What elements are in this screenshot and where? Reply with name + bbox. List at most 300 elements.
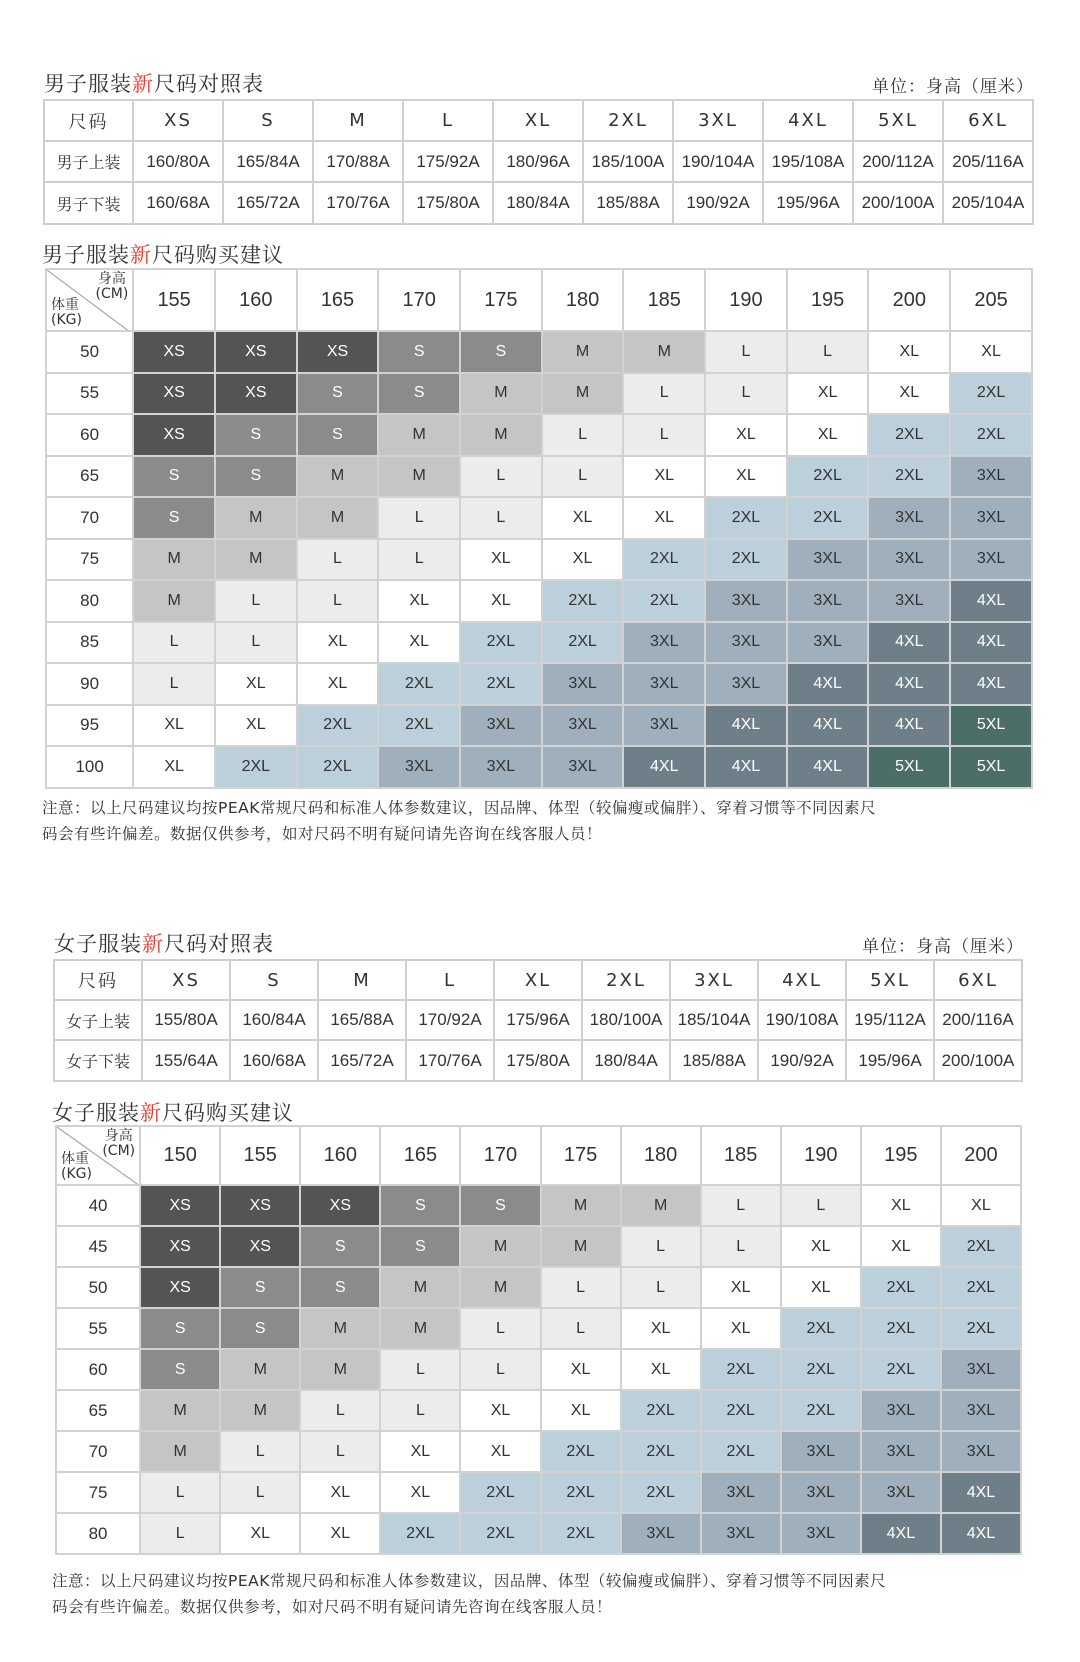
men-size-suggestion-cell: 2XL — [787, 456, 869, 498]
women-size-suggestion-cell: 3XL — [781, 1431, 861, 1472]
women-size-cell: 155/80A — [142, 1000, 230, 1040]
men-size-suggestion-cell: S — [460, 331, 542, 373]
women-size-cell: 155/64A — [142, 1040, 230, 1081]
men-size-cell: 190/92A — [673, 182, 763, 224]
men-size-suggestion-cell: XL — [950, 331, 1032, 373]
women-size-suggestion-cell: 3XL — [861, 1472, 941, 1513]
men-size-suggestion-cell: L — [542, 414, 624, 456]
men-size-suggestion-cell: 2XL — [787, 497, 869, 539]
women-size-suggestion-cell: M — [380, 1308, 460, 1349]
men-weight-65: 65 — [46, 456, 133, 498]
men-size-suggestion-cell: 2XL — [297, 705, 379, 747]
women-height-150: 150 — [140, 1126, 220, 1185]
women-weight-60: 60 — [56, 1349, 140, 1390]
men-weight-85: 85 — [46, 622, 133, 664]
men-height-205: 205 — [950, 269, 1032, 331]
women-size-suggestion-cell: M — [541, 1185, 621, 1226]
women-size-suggestion-cell: M — [220, 1349, 300, 1390]
men-size-suggestion-cell: 4XL — [623, 746, 705, 788]
women-size-suggestion-cell: 3XL — [781, 1472, 861, 1513]
men-size-chart-title: 男子服装新尺码对照表 — [44, 72, 264, 96]
men-weight-50: 50 — [46, 331, 133, 373]
men-size-suggestion-cell: XL — [623, 456, 705, 498]
men-size-suggestion-cell: 3XL — [868, 539, 950, 581]
women-size-suggestion-cell: 3XL — [621, 1513, 701, 1554]
men-weight-row — [46, 622, 1032, 664]
women-size-suggestion-cell: 2XL — [541, 1431, 621, 1472]
women-size-suggestion-cell: 3XL — [941, 1390, 1021, 1431]
men-size-suggestion-cell: XL — [460, 580, 542, 622]
men-size-suggestion-cell: 3XL — [378, 746, 460, 788]
men-size-suggestion-cell: 3XL — [787, 622, 869, 664]
men-size-suggestion-cell: L — [623, 414, 705, 456]
women-weight-80: 80 — [56, 1513, 140, 1554]
men-size-header-XS: XS — [133, 100, 223, 141]
men-size-suggestion-cell: 3XL — [950, 539, 1032, 581]
men-size-suggestion-cell: 3XL — [950, 456, 1032, 498]
men-size-suggestion-cell: L — [378, 497, 460, 539]
men-size-suggestion-cell: XL — [133, 746, 215, 788]
women-size-header-label: 尺码 — [54, 960, 142, 1000]
men-size-suggestion-cell: XS — [133, 414, 215, 456]
men-rec-title: 男子服装新尺码购买建议 — [42, 243, 284, 267]
women-size-suggestion-cell: 2XL — [781, 1390, 861, 1431]
women-size-suggestion-cell: 3XL — [941, 1349, 1021, 1390]
men-size-suggestion-cell: XL — [378, 580, 460, 622]
women-size-suggestion-cell: 2XL — [541, 1513, 621, 1554]
women-size-suggestion-cell: 3XL — [861, 1390, 941, 1431]
women-size-header-S: S — [230, 960, 318, 1000]
men-height-190: 190 — [705, 269, 787, 331]
men-size-suggestion-cell: L — [133, 663, 215, 705]
men-size-cell: 195/96A — [763, 182, 853, 224]
women-size-suggestion-cell: S — [300, 1267, 380, 1308]
women-size-suggestion-cell: M — [140, 1431, 220, 1472]
women-size-suggestion-cell: L — [781, 1185, 861, 1226]
men-size-header-L: L — [403, 100, 493, 141]
women-size-cell: 170/76A — [406, 1040, 494, 1081]
men-size-suggestion-cell: 3XL — [705, 580, 787, 622]
men-height-header-row — [46, 269, 1032, 331]
women-size-cell: 180/84A — [582, 1040, 670, 1081]
women-size-cell: 190/92A — [758, 1040, 846, 1081]
women-size-suggestion-cell: 2XL — [941, 1308, 1021, 1349]
men-size-cell: 200/100A — [853, 182, 943, 224]
men-height-200: 200 — [868, 269, 950, 331]
men-height-180: 180 — [542, 269, 624, 331]
men-size-suggestion-cell: XL — [868, 373, 950, 415]
women-size-suggestion-cell: M — [460, 1267, 540, 1308]
men-size-cell: 170/88A — [313, 141, 403, 182]
women-size-cell: 160/68A — [230, 1040, 318, 1081]
men-size-suggestion-cell: 3XL — [623, 705, 705, 747]
women-size-suggestion-cell: 3XL — [781, 1513, 861, 1554]
women-size-suggestion-cell: XL — [781, 1226, 861, 1267]
women-size-suggestion-cell: 2XL — [541, 1472, 621, 1513]
men-size-suggestion-cell: XL — [215, 705, 297, 747]
women-size-row-label: 女子上装 — [54, 1000, 142, 1040]
women-size-suggestion-cell: XL — [861, 1226, 941, 1267]
men-size-suggestion-cell: 5XL — [950, 746, 1032, 788]
men-unit-label: 单位：身高（厘米） — [872, 77, 1034, 97]
men-size-header-3XL: 3XL — [673, 100, 763, 141]
women-size-suggestion-cell: L — [701, 1185, 781, 1226]
women-size-cell: 170/92A — [406, 1000, 494, 1040]
women-size-suggestion-cell: 2XL — [781, 1308, 861, 1349]
women-weight-45: 45 — [56, 1226, 140, 1267]
men-size-suggestion-cell: L — [297, 539, 379, 581]
men-corner-cell — [46, 269, 133, 331]
women-size-cell: 165/88A — [318, 1000, 406, 1040]
men-size-table — [43, 99, 1034, 225]
women-size-suggestion-cell: M — [300, 1308, 380, 1349]
women-size-suggestion-cell: L — [140, 1513, 220, 1554]
men-size-suggestion-cell: M — [215, 497, 297, 539]
women-size-suggestion-cell: 2XL — [701, 1349, 781, 1390]
men-size-cell: 200/112A — [853, 141, 943, 182]
women-size-suggestion-cell: 3XL — [861, 1431, 941, 1472]
women-rec-title: 女子服装新尺码购买建议 — [52, 1101, 294, 1125]
women-weight-row — [56, 1185, 1021, 1226]
women-size-suggestion-cell: 2XL — [941, 1267, 1021, 1308]
men-size-suggestion-cell: 4XL — [787, 705, 869, 747]
men-size-suggestion-cell: 3XL — [623, 663, 705, 705]
women-size-suggestion-cell: 4XL — [861, 1513, 941, 1554]
women-corner-cell — [56, 1126, 140, 1185]
men-size-suggestion-cell: S — [378, 373, 460, 415]
men-size-suggestion-cell: 3XL — [787, 539, 869, 581]
women-size-suggestion-cell: 2XL — [621, 1472, 701, 1513]
women-weight-row — [56, 1226, 1021, 1267]
women-size-suggestion-cell: XL — [701, 1308, 781, 1349]
women-weight-55: 55 — [56, 1308, 140, 1349]
men-top-row — [44, 141, 1033, 182]
women-size-suggestion-cell: XL — [541, 1390, 621, 1431]
women-size-suggestion-cell: 2XL — [701, 1431, 781, 1472]
men-size-suggestion-cell: M — [378, 456, 460, 498]
men-size-suggestion-cell: 4XL — [787, 663, 869, 705]
men-size-suggestion-cell: 4XL — [705, 705, 787, 747]
women-weight-row — [56, 1513, 1021, 1554]
men-size-suggestion-cell: 4XL — [868, 705, 950, 747]
women-size-row-label: 女子下装 — [54, 1040, 142, 1081]
men-size-suggestion-cell: 2XL — [950, 414, 1032, 456]
women-size-suggestion-cell: 4XL — [941, 1472, 1021, 1513]
men-size-suggestion-cell: 2XL — [868, 414, 950, 456]
men-weight-row — [46, 414, 1032, 456]
women-size-suggestion-cell: S — [220, 1267, 300, 1308]
men-size-suggestion-cell: M — [297, 456, 379, 498]
women-note-line-1: 注意：以上尺码建议均按PEAK常规尺码和标准人体参数建议，因品牌、体型（较偏瘦或偏胖）、穿着习惯等不同因素尺 — [52, 1572, 887, 1590]
men-size-suggestion-cell: 2XL — [623, 580, 705, 622]
men-size-suggestion-cell: XL — [868, 331, 950, 373]
women-size-suggestion-cell: 2XL — [941, 1226, 1021, 1267]
women-size-table — [53, 959, 1023, 1082]
women-size-cell: 175/80A — [494, 1040, 582, 1081]
men-size-suggestion-cell: XS — [215, 373, 297, 415]
men-size-suggestion-cell: 4XL — [950, 663, 1032, 705]
men-size-suggestion-cell: M — [133, 539, 215, 581]
women-size-suggestion-cell: L — [300, 1390, 380, 1431]
women-size-suggestion-cell: M — [380, 1267, 460, 1308]
men-size-suggestion-cell: L — [297, 580, 379, 622]
men-size-suggestion-cell: 2XL — [215, 746, 297, 788]
women-size-suggestion-cell: 2XL — [460, 1513, 540, 1554]
women-size-header-M: M — [318, 960, 406, 1000]
men-weight-100: 100 — [46, 746, 133, 788]
women-size-suggestion-cell: XL — [621, 1349, 701, 1390]
men-height-155: 155 — [133, 269, 215, 331]
women-size-header-row — [54, 960, 1022, 1000]
men-size-header-6XL: 6XL — [943, 100, 1033, 141]
women-size-cell: 165/72A — [318, 1040, 406, 1081]
women-size-suggestion-cell: M — [460, 1226, 540, 1267]
women-height-160: 160 — [300, 1126, 380, 1185]
men-height-195: 195 — [787, 269, 869, 331]
men-size-header-row — [44, 100, 1033, 141]
women-size-suggestion-cell: S — [220, 1308, 300, 1349]
men-corner-height-label: 身高 (CM) — [95, 271, 129, 302]
men-size-suggestion-cell: 2XL — [623, 539, 705, 581]
women-size-suggestion-cell: L — [140, 1472, 220, 1513]
women-corner-weight-label: 体重 (KG) — [61, 1151, 92, 1182]
women-weight-70: 70 — [56, 1431, 140, 1472]
men-size-suggestion-cell: 2XL — [460, 663, 542, 705]
men-size-suggestion-cell: 2XL — [542, 580, 624, 622]
women-size-suggestion-cell: XL — [220, 1513, 300, 1554]
men-weight-row — [46, 331, 1032, 373]
men-size-suggestion-cell: 3XL — [868, 497, 950, 539]
women-size-suggestion-cell: XL — [781, 1267, 861, 1308]
men-size-suggestion-cell: XS — [133, 331, 215, 373]
men-size-cell: 195/108A — [763, 141, 853, 182]
men-size-header-4XL: 4XL — [763, 100, 853, 141]
women-size-cell: 185/104A — [670, 1000, 758, 1040]
men-size-suggestion-cell: 2XL — [297, 746, 379, 788]
men-size-suggestion-cell: L — [133, 622, 215, 664]
men-size-header-M: M — [313, 100, 403, 141]
men-size-suggestion-cell: S — [378, 331, 460, 373]
women-unit-label: 单位：身高（厘米） — [862, 937, 1024, 957]
men-size-cell: 180/96A — [493, 141, 583, 182]
women-size-chart-title: 女子服装新尺码对照表 — [54, 932, 274, 956]
women-size-suggestion-cell: XL — [541, 1349, 621, 1390]
women-size-suggestion-cell: 2XL — [861, 1267, 941, 1308]
men-size-suggestion-cell: 4XL — [868, 663, 950, 705]
men-size-suggestion-cell: 3XL — [460, 746, 542, 788]
women-weight-row — [56, 1308, 1021, 1349]
men-size-suggestion-cell: 3XL — [787, 580, 869, 622]
men-size-suggestion-cell: S — [215, 456, 297, 498]
men-size-suggestion-cell: 2XL — [705, 497, 787, 539]
men-size-cell: 170/76A — [313, 182, 403, 224]
women-weight-40: 40 — [56, 1185, 140, 1226]
men-size-suggestion-cell: M — [297, 497, 379, 539]
men-size-cell: 175/92A — [403, 141, 493, 182]
men-size-cell: 185/100A — [583, 141, 673, 182]
men-size-suggestion-cell: XS — [133, 373, 215, 415]
women-corner-height-label: 身高 (CM) — [102, 1128, 136, 1159]
women-size-suggestion-cell: XL — [941, 1185, 1021, 1226]
men-size-suggestion-cell: 2XL — [868, 456, 950, 498]
women-weight-75: 75 — [56, 1472, 140, 1513]
men-size-suggestion-cell: 3XL — [705, 622, 787, 664]
men-size-suggestion-cell: L — [378, 539, 460, 581]
women-size-suggestion-cell: M — [300, 1349, 380, 1390]
women-size-cell: 185/88A — [670, 1040, 758, 1081]
men-size-suggestion-cell: XL — [542, 539, 624, 581]
women-size-suggestion-cell: M — [140, 1390, 220, 1431]
men-size-row-label: 男子下装 — [44, 182, 133, 224]
men-size-suggestion-cell: L — [460, 497, 542, 539]
men-size-suggestion-cell: XL — [705, 414, 787, 456]
women-size-suggestion-cell: M — [220, 1390, 300, 1431]
men-weight-95: 95 — [46, 705, 133, 747]
men-size-suggestion-cell: 3XL — [705, 663, 787, 705]
men-size-suggestion-cell: 3XL — [542, 663, 624, 705]
women-size-suggestion-cell: L — [460, 1349, 540, 1390]
men-corner-weight-label: 体重 (KG) — [51, 297, 82, 328]
women-size-cell: 200/100A — [934, 1040, 1022, 1081]
women-size-header-5XL: 5XL — [846, 960, 934, 1000]
men-size-suggestion-cell: XL — [297, 622, 379, 664]
men-size-suggestion-cell: XL — [623, 497, 705, 539]
women-height-180: 180 — [621, 1126, 701, 1185]
women-size-suggestion-cell: S — [380, 1185, 460, 1226]
women-size-suggestion-cell: S — [460, 1185, 540, 1226]
women-size-suggestion-cell: L — [621, 1267, 701, 1308]
women-size-suggestion-cell: L — [220, 1431, 300, 1472]
men-size-header-XL: XL — [493, 100, 583, 141]
women-bottom-row — [54, 1040, 1022, 1081]
women-size-suggestion-cell: L — [541, 1308, 621, 1349]
women-size-suggestion-cell: 2XL — [701, 1390, 781, 1431]
women-size-suggestion-cell: L — [621, 1226, 701, 1267]
men-size-cell: 160/80A — [133, 141, 223, 182]
men-weight-row — [46, 705, 1032, 747]
men-size-suggestion-cell: L — [705, 331, 787, 373]
men-size-suggestion-cell: M — [460, 414, 542, 456]
men-size-suggestion-cell: XL — [460, 539, 542, 581]
women-size-suggestion-cell: XL — [460, 1431, 540, 1472]
women-recommendation-table — [55, 1125, 1022, 1555]
women-size-header-4XL: 4XL — [758, 960, 846, 1000]
women-size-suggestion-cell: XL — [380, 1472, 460, 1513]
men-size-suggestion-cell: L — [460, 456, 542, 498]
women-note-line-2: 码会有些许偏差。数据仅供参考，如对尺码不明有疑问请先咨询在线客服人员！ — [52, 1598, 613, 1616]
men-size-suggestion-cell: L — [542, 456, 624, 498]
women-size-cell: 190/108A — [758, 1000, 846, 1040]
men-note-line-1: 注意：以上尺码建议均按PEAK常规尺码和标准人体参数建议，因品牌、体型（较偏瘦或偏胖）、穿着习惯等不同因素尺 — [42, 799, 877, 817]
men-size-suggestion-cell: 2XL — [950, 373, 1032, 415]
women-size-suggestion-cell: M — [621, 1185, 701, 1226]
women-height-170: 170 — [460, 1126, 540, 1185]
women-weight-row — [56, 1390, 1021, 1431]
men-size-suggestion-cell: 3XL — [542, 705, 624, 747]
men-size-suggestion-cell: M — [378, 414, 460, 456]
women-size-cell: 160/84A — [230, 1000, 318, 1040]
women-size-header-L: L — [406, 960, 494, 1000]
women-size-suggestion-cell: S — [300, 1226, 380, 1267]
women-height-155: 155 — [220, 1126, 300, 1185]
men-height-175: 175 — [460, 269, 542, 331]
men-weight-80: 80 — [46, 580, 133, 622]
women-weight-row — [56, 1472, 1021, 1513]
women-size-suggestion-cell: XL — [380, 1431, 460, 1472]
men-size-suggestion-cell: L — [787, 331, 869, 373]
women-size-suggestion-cell: 3XL — [701, 1472, 781, 1513]
women-top-row — [54, 1000, 1022, 1040]
men-size-cell: 205/116A — [943, 141, 1033, 182]
men-weight-row — [46, 663, 1032, 705]
men-size-suggestion-cell: XL — [705, 456, 787, 498]
men-size-suggestion-cell: 2XL — [378, 663, 460, 705]
men-size-suggestion-cell: S — [297, 373, 379, 415]
men-size-cell: 175/80A — [403, 182, 493, 224]
men-rec-header — [42, 239, 642, 269]
men-size-suggestion-cell: 4XL — [787, 746, 869, 788]
women-size-suggestion-cell: XS — [300, 1185, 380, 1226]
men-size-suggestion-cell: S — [215, 414, 297, 456]
women-note — [52, 1568, 1052, 1620]
men-size-suggestion-cell: XL — [297, 663, 379, 705]
men-size-suggestion-cell: XL — [215, 663, 297, 705]
women-size-suggestion-cell: XL — [861, 1185, 941, 1226]
men-recommendation-table — [45, 268, 1033, 789]
women-size-header-2XL: 2XL — [582, 960, 670, 1000]
men-size-cell: 185/88A — [583, 182, 673, 224]
men-weight-60: 60 — [46, 414, 133, 456]
women-size-suggestion-cell: 3XL — [941, 1431, 1021, 1472]
men-size-suggestion-cell: XL — [787, 373, 869, 415]
women-size-cell: 200/116A — [934, 1000, 1022, 1040]
women-size-suggestion-cell: XL — [460, 1390, 540, 1431]
men-size-suggestion-cell: S — [297, 414, 379, 456]
women-size-suggestion-cell: 4XL — [941, 1513, 1021, 1554]
men-weight-90: 90 — [46, 663, 133, 705]
women-height-200: 200 — [941, 1126, 1021, 1185]
women-size-suggestion-cell: XS — [220, 1185, 300, 1226]
men-size-header-5XL: 5XL — [853, 100, 943, 141]
men-weight-row — [46, 497, 1032, 539]
women-size-suggestion-cell: 2XL — [460, 1472, 540, 1513]
women-size-header-XL: XL — [494, 960, 582, 1000]
women-size-suggestion-cell: XL — [701, 1267, 781, 1308]
men-size-suggestion-cell: L — [215, 580, 297, 622]
women-size-suggestion-cell: 2XL — [861, 1349, 941, 1390]
men-size-suggestion-cell: M — [623, 331, 705, 373]
women-size-suggestion-cell: L — [300, 1431, 380, 1472]
women-size-suggestion-cell: 2XL — [781, 1349, 861, 1390]
women-size-header-6XL: 6XL — [934, 960, 1022, 1000]
women-weight-row — [56, 1267, 1021, 1308]
women-size-suggestion-cell: XS — [140, 1267, 220, 1308]
women-size-suggestion-cell: XS — [220, 1226, 300, 1267]
men-size-suggestion-cell: M — [133, 580, 215, 622]
men-size-suggestion-cell: S — [133, 456, 215, 498]
men-size-cell: 160/68A — [133, 182, 223, 224]
women-size-suggestion-cell: XS — [140, 1185, 220, 1226]
men-height-185: 185 — [623, 269, 705, 331]
women-weight-row — [56, 1431, 1021, 1472]
men-size-suggestion-cell: XL — [133, 705, 215, 747]
women-rec-header — [52, 1097, 652, 1127]
women-size-suggestion-cell: S — [140, 1349, 220, 1390]
men-size-suggestion-cell: L — [705, 373, 787, 415]
men-size-row-label: 男子上装 — [44, 141, 133, 182]
women-size-suggestion-cell: XL — [621, 1308, 701, 1349]
men-size-suggestion-cell: 2XL — [378, 705, 460, 747]
